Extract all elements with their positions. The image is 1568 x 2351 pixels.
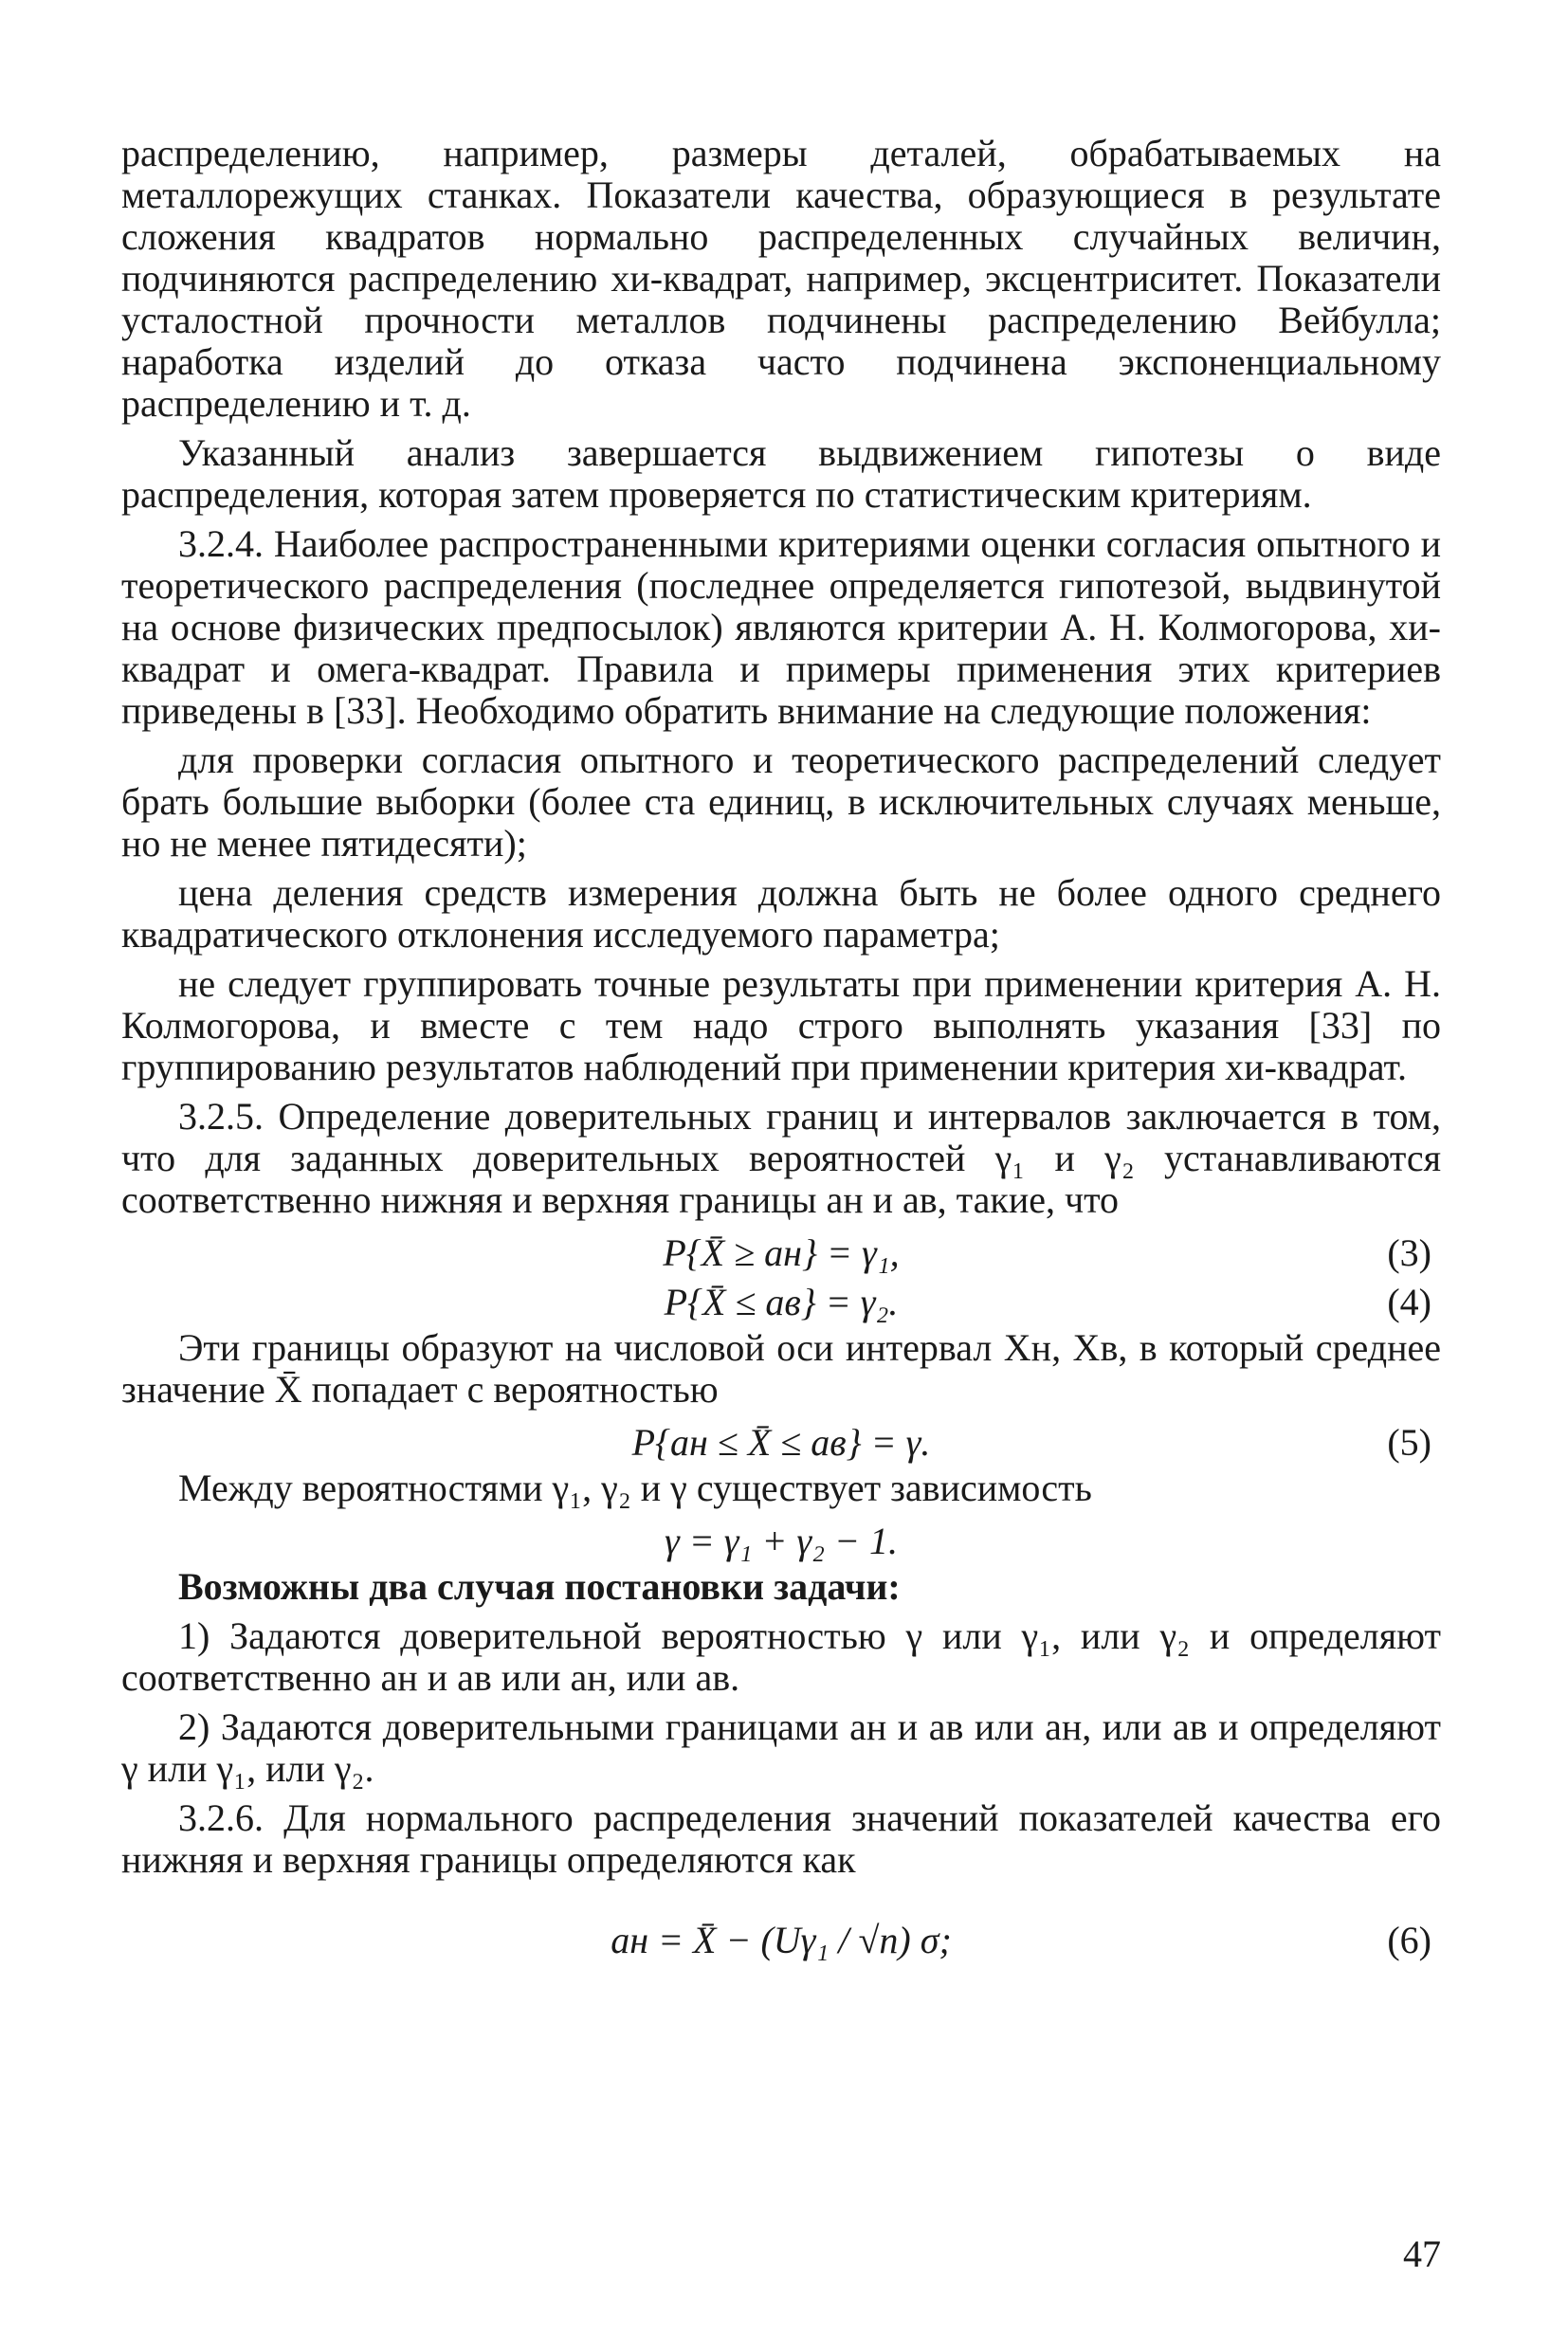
formula-number: (3) — [1387, 1231, 1431, 1274]
paragraph: Между вероятностями γ₁, γ₂ и γ существует зависимость — [178, 1467, 1092, 1509]
formula-number: (6) — [1387, 1919, 1431, 1961]
paragraph: 1) Задаются доверительной вероятностью γ или γ₁, или γ₂ и определяют соответственно aн и aв или aн, или aв. — [121, 1614, 1441, 1699]
page-content — [121, 133, 1441, 2275]
paragraph: 3.2.5. Определение доверительных границ и интервалов заключается в том, что для заданных доверительных вероятностей γ₁ и γ₂ устанавливаются соответственно нижняя и верхняя границы aн и aв, такие, что — [121, 1095, 1441, 1221]
paragraph: распределению, например, размеры деталей, обрабатываемых на металлорежущих станках. Показатели качества, образующиеся в результате сложения квадратов нормально распределенных случайных величин, подчиняются распределению хи-квадрат, например, эксцентриситет. Показатели усталостной прочности металлов подчинены распределению Вейбулла; наработка изделий до отказа часто подчинена экспоненциальному распределению и т. д. — [121, 132, 1441, 425]
formula-number: (4) — [1387, 1281, 1431, 1323]
formula-row — [121, 1517, 1441, 1566]
paragraph: цена деления средств измерения должна быть не более одного среднего квадратического отклонения исследуемого параметра; — [121, 871, 1441, 956]
paragraph: Эти границы образуют на числовой оси интервал Xн, Xв, в который среднее значение X̄ попадает с вероятностью — [121, 1326, 1441, 1411]
formula-expression: γ = γ₁ + γ₂ − 1. — [664, 1520, 899, 1562]
formula-row — [121, 1888, 1441, 1993]
formula-expression: aн = X̄ − (Uγ₁ / √n) σ; — [611, 1919, 952, 1961]
formula-expression: P{X̄ ≤ aв} = γ₂. — [664, 1281, 899, 1323]
paragraph: 3.2.6. Для нормального распределения значений показателей качества его нижняя и верхняя границы определяются как — [121, 1796, 1441, 1881]
text-flow — [121, 133, 1441, 1993]
formula-number: (5) — [1387, 1421, 1431, 1464]
page-number: 47 — [1403, 2233, 1441, 2275]
formula-expression: P{X̄ ≥ aн} = γ₁, — [663, 1231, 900, 1274]
paragraph: 3.2.4. Наиболее распространенными критериями оценки согласия опытного и теоретического распределения (последнее определяется гипотезой, выдвинутой на основе физических предпосылок) являются критерии А. Н. Колмогорова, хи-квадрат и омега-квадрат. Правила и примеры применения этих критериев приведены в [33]. Необходимо обратить внимание на следующие положения: — [121, 522, 1441, 732]
formula-row — [121, 1278, 1441, 1327]
paragraph: не следует группировать точные результаты при применении критерия А. Н. Колмогорова, и вместе с тем надо строго выполнять указания [33] по группированию результатов наблюдений при применении критерия хи-квадрат. — [121, 962, 1441, 1088]
formula-row — [121, 1418, 1441, 1467]
paragraph: 2) Задаются доверительными границами aн и aв или aн, или aв и определяют γ или γ₁, или γ₂. — [121, 1705, 1441, 1790]
paragraph: для проверки согласия опытного и теоретического распределений следует брать большие выборки (более ста единиц, в исключительных случаях меньше, но не менее пятидесяти); — [121, 738, 1441, 865]
paragraph: Возможны два случая постановки задачи: — [178, 1565, 901, 1608]
paragraph: Указанный анализ завершается выдвижением гипотезы о виде распределения, которая затем проверяется по статистическим критериям. — [121, 431, 1441, 516]
formula-expression: P{aн ≤ X̄ ≤ aв} = γ. — [631, 1421, 931, 1464]
formula-row — [121, 1229, 1441, 1278]
